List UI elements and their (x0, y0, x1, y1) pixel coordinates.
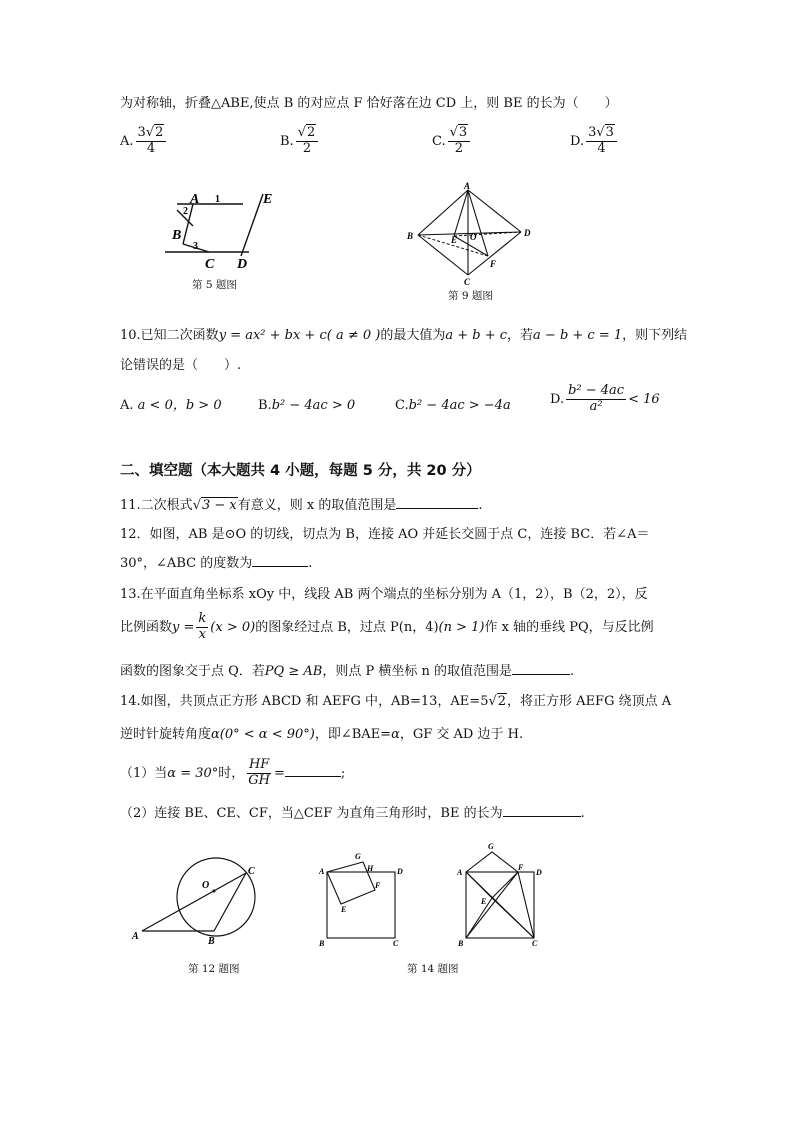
q14-line1: 14.如图，共顶点正方形 ABCD 和 AEFG 中，AB=13，AE=5√2，将正方形 AEFG 绕顶点 A (120, 694, 672, 709)
q10-given: a − b + c = 1 (533, 328, 623, 343)
figure-9 (404, 180, 544, 290)
label-b: B (458, 939, 464, 948)
q13-text: 的图象经过点 B，过点 P(n，4) (255, 619, 439, 635)
q11-text: . (478, 498, 483, 513)
q9-stem: 为对称轴，折叠△ABE,使点 B 的对应点 F 恰好落在边 CD 上，则 BE 的长为（ ） (120, 96, 618, 111)
line-be (466, 898, 492, 938)
q10-option-b[interactable] (258, 398, 355, 414)
q14-text: ，GF 交 AD 边于 H. (399, 727, 524, 742)
label-f: F (490, 259, 497, 269)
q14-coef: 5 (480, 694, 489, 709)
option-label: D. (550, 391, 565, 407)
label-e: E (263, 192, 273, 207)
q14-text: ; (340, 765, 346, 781)
q14-text: ，将正方形 AEFG 绕顶点 A (507, 694, 672, 709)
numerator: b² − 4ac (568, 383, 625, 398)
q10-option-a[interactable] (120, 398, 222, 414)
q14-text: = (274, 765, 285, 781)
label-3: 3 (193, 241, 198, 252)
radicand: 2 (155, 125, 164, 140)
label-a: A (319, 867, 325, 876)
option-label: D. (570, 133, 585, 149)
label-f: F (375, 881, 381, 890)
q14-sub1-answer-blank[interactable] (285, 776, 341, 777)
q14-text: 时， (218, 765, 245, 781)
option-text: b² − 4ac > 0 (271, 398, 356, 413)
q14-sub2 (120, 806, 585, 822)
radicand: 2 (306, 125, 316, 140)
label-a: A (190, 192, 200, 207)
label-o: O (202, 880, 210, 891)
denominator: 2 (302, 140, 312, 156)
label-g: G (488, 842, 494, 851)
q9-option-d[interactable]: D. $\frac{3√3}{4}$ (570, 126, 619, 157)
label-g: G (355, 852, 361, 861)
option-label: A. (120, 398, 134, 413)
label-b: B (172, 228, 182, 243)
label-e: E (481, 897, 487, 906)
q10-text: ，则下列结 (622, 328, 688, 343)
radicand: 3 (605, 125, 614, 140)
option-text: b² − 4ac > −4a (408, 398, 511, 413)
q13-condition: (n > 1) (438, 619, 485, 635)
numerator: k (198, 611, 207, 626)
label-e: E (451, 235, 458, 245)
q10-max-value: a + b + c (445, 328, 508, 343)
q11-text: 11.二次根式 (120, 498, 193, 513)
q13-text: 作 x 轴的垂线 PQ，与反比例 (484, 619, 654, 635)
q9-option-a[interactable]: A. $\frac{3√2}{4}$ (120, 126, 168, 157)
denominator: 4 (597, 140, 606, 156)
figure-14-caption: 第 14 题图 (407, 963, 459, 975)
label-2: 2 (183, 206, 188, 217)
q10-text: 10.已知二次函数 (120, 328, 219, 343)
label-a: A (464, 181, 471, 191)
label-f: F (518, 863, 524, 872)
q13-answer-blank[interactable] (512, 674, 570, 675)
label-h: H (367, 864, 374, 873)
q12-text: . (308, 556, 313, 571)
q13-line1: 13.在平面直角坐标系 xOy 中，线段 AB 两个端点的坐标分别为 A（1，2），B（2，2），反 (120, 587, 648, 602)
q14-sub2-answer-blank[interactable] (503, 816, 581, 817)
option-label: C. (395, 398, 409, 413)
q14-sub1 (120, 758, 345, 789)
option-label: A. (120, 133, 134, 149)
figure-5 (165, 186, 290, 272)
q10-option-d[interactable] (550, 384, 660, 415)
q10-function: y = ax² + bx + c (218, 328, 327, 343)
q11: 11.二次根式√3 − x有意义，则 x 的取值范围是 . (120, 498, 483, 513)
numerator: HF (248, 757, 270, 772)
label-c: C (464, 277, 471, 287)
radicand: 3 (458, 125, 468, 140)
q10-text: ，若 (507, 328, 534, 343)
q12-answer-blank[interactable] (252, 566, 308, 567)
q14-text: （1）当 (120, 765, 168, 781)
figure-14-right (452, 840, 552, 950)
square-aefg (466, 852, 518, 898)
circle-o (177, 858, 255, 936)
label-b: B (407, 231, 414, 241)
q13-inequality: PQ ≥ AB (264, 664, 323, 679)
q13-text: ，则点 P 横坐标 n 的取值范围是 (322, 664, 512, 679)
option-rhs: < 16 (628, 391, 660, 407)
q13-line2 (120, 612, 654, 643)
label-d: D (524, 228, 531, 238)
option-text: a < 0，b > 0 (137, 398, 222, 413)
denominator: a² (589, 398, 603, 414)
q10-line2: 论错误的是（ ）. (120, 358, 242, 373)
figure-12 (128, 855, 268, 950)
q13-text: 比例函数 (120, 619, 173, 635)
q14-text: 逆时针旋转角度 (120, 727, 212, 742)
q14-angle-range: α(0° < α < 90°) (211, 727, 315, 742)
denominator: 2 (454, 140, 464, 156)
label-e: E (341, 905, 347, 914)
q13-line3 (120, 664, 574, 680)
denominator: 4 (146, 140, 156, 156)
label-d: D (397, 867, 403, 876)
option-label: C. (432, 133, 446, 149)
q12-line2 (120, 556, 312, 572)
q14-text: ，即∠BAE= (314, 727, 392, 742)
line-ed (241, 194, 263, 256)
label-d: D (536, 868, 542, 877)
q10-text: 的最大值为 (380, 328, 446, 343)
q12-text: 30°，∠ABC 的度数为 (120, 556, 253, 571)
square-abcd (327, 872, 395, 938)
line-bf (466, 872, 518, 938)
q14-alpha: α (391, 727, 400, 742)
q14-text: 14.如图，共顶点正方形 ABCD 和 AEFG 中，AB=13，AE= (120, 694, 481, 709)
line-ac (466, 872, 534, 938)
label-d: D (237, 257, 248, 272)
q11-radicand: 3 − x (201, 498, 237, 513)
line-cf (518, 872, 534, 938)
figure-5-caption: 第 5 题图 (192, 279, 237, 291)
label-b: B (208, 936, 215, 947)
q14-text: . (580, 806, 585, 821)
q9-option-b[interactable]: B. $\frac{√2}{2}$ (280, 126, 320, 157)
figure-9-caption: 第 9 题图 (448, 290, 493, 302)
q11-answer-blank[interactable] (396, 508, 478, 509)
label-a: A (457, 868, 463, 877)
label-1: 1 (215, 194, 220, 205)
q10-line1 (120, 328, 687, 344)
label-c: C (393, 939, 399, 948)
q14-condition: α = 30° (167, 765, 219, 781)
denominator: GH (248, 772, 271, 788)
q13-text: 函数的图象交于点 Q．若 (120, 664, 265, 679)
center-point (213, 890, 216, 893)
section-2-title: 二、填空题（本大题共 4 小题，每题 5 分，共 20 分） (120, 463, 481, 479)
q10-condition: ( a ≠ 0 ) (326, 328, 381, 343)
label-c: C (248, 866, 255, 877)
q14-radicand: 2 (497, 694, 507, 709)
coef: 3 (137, 125, 146, 140)
coef: 3 (588, 125, 597, 140)
option-label: B. (258, 398, 272, 413)
q12-line1: 12．如图，AB 是⊙O 的切线，切点为 B，连接 AO 并延长交圆于点 C，连接 BC．若∠A＝ (120, 527, 650, 542)
label-b: B (319, 939, 325, 948)
label-c: C (532, 939, 538, 948)
label-c: C (205, 257, 215, 272)
figure-14-left (315, 850, 407, 950)
figure-12-caption: 第 12 题图 (188, 963, 240, 975)
q9-option-c[interactable]: C. $\frac{√3}{2}$ (432, 126, 472, 157)
denominator: x (198, 626, 206, 642)
q13-text: . (569, 664, 575, 679)
q11-text: 有意义，则 x 的取值范围是 (237, 498, 397, 513)
q14-line2 (120, 727, 523, 743)
label-o: O (470, 232, 477, 242)
option-label: B. (280, 133, 294, 149)
q10-option-c[interactable] (395, 398, 511, 414)
q13-domain: (x > 0) (210, 619, 256, 635)
q14-text: （2）连接 BE、CE、CF，当△CEF 为直角三角形时，BE 的长为 (120, 806, 503, 821)
label-a: A (132, 931, 139, 942)
q13-func-lhs: y = (172, 619, 195, 635)
